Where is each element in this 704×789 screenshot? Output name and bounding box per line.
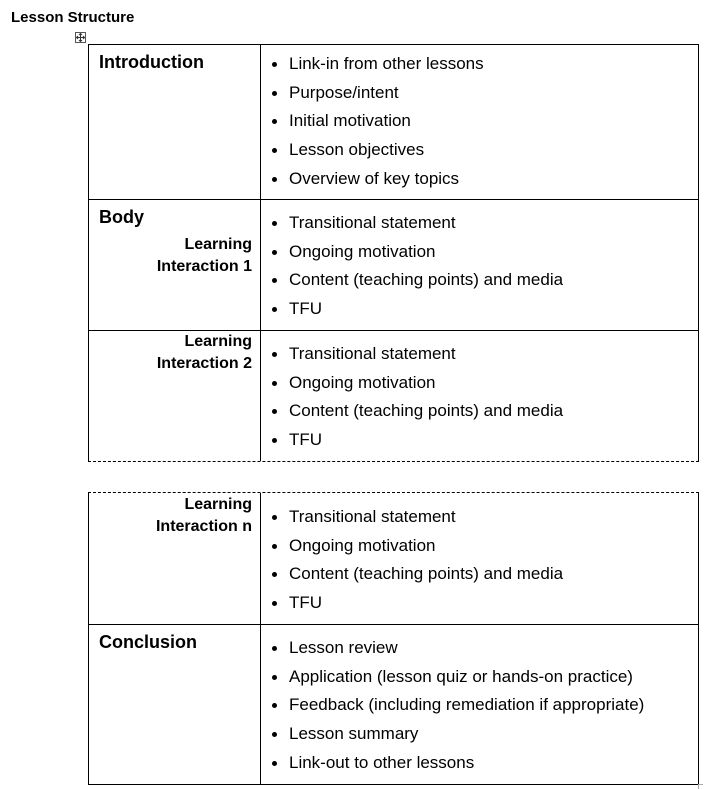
list-item: Content (teaching points) and media [270, 560, 563, 589]
page-title: Lesson Structure [11, 9, 135, 26]
move-arrows-icon[interactable] [75, 32, 86, 43]
list-item: Purpose/intent [270, 79, 484, 108]
list-item: TFU [270, 295, 563, 324]
table-row-introduction [88, 44, 699, 200]
list-item: Content (teaching points) and media [270, 397, 563, 426]
lesson-table-lower [88, 492, 699, 785]
body-heading: Body [99, 207, 144, 227]
conclusion-heading: Conclusion [99, 632, 197, 652]
list-item: Content (teaching points) and media [270, 266, 563, 295]
conclusion-list [270, 634, 644, 778]
list-item: Lesson review [270, 634, 644, 663]
list-item: Link-out to other lessons [270, 749, 644, 778]
table-row-body-interaction-n [88, 492, 699, 625]
list-item: Link-in from other lessons [270, 50, 484, 79]
table-row-conclusion [88, 624, 699, 785]
interaction-1-list [270, 209, 563, 324]
interaction-2-list [270, 340, 563, 455]
list-item: Transitional statement [270, 340, 563, 369]
interaction-label: Learning Interaction 2 [156, 333, 252, 372]
interaction-n-list [270, 503, 563, 618]
interaction-label: Learning Interaction 1 [156, 236, 252, 275]
list-item: Ongoing motivation [270, 532, 563, 561]
list-item: Transitional statement [270, 503, 563, 532]
list-item: Overview of key topics [270, 165, 484, 194]
lesson-table-upper [88, 44, 699, 462]
table-resize-corner[interactable] [698, 784, 703, 789]
list-item: Lesson objectives [270, 136, 484, 165]
list-item: TFU [270, 426, 563, 455]
introduction-heading: Introduction [99, 52, 204, 72]
table-row-body-interaction-2 [88, 330, 699, 462]
list-item: Ongoing motivation [270, 238, 563, 267]
list-item: Lesson summary [270, 720, 644, 749]
list-item: Ongoing motivation [270, 369, 563, 398]
list-item: Transitional statement [270, 209, 563, 238]
introduction-list [270, 50, 484, 194]
interaction-label: Learning Interaction n [155, 496, 252, 535]
list-item: Feedback (including remediation if appropriate) [270, 691, 644, 720]
list-item: Application (lesson quiz or hands-on practice) [270, 663, 644, 692]
list-item: Initial motivation [270, 107, 484, 136]
table-row-body-interaction-1 [88, 199, 699, 331]
list-item: TFU [270, 589, 563, 618]
